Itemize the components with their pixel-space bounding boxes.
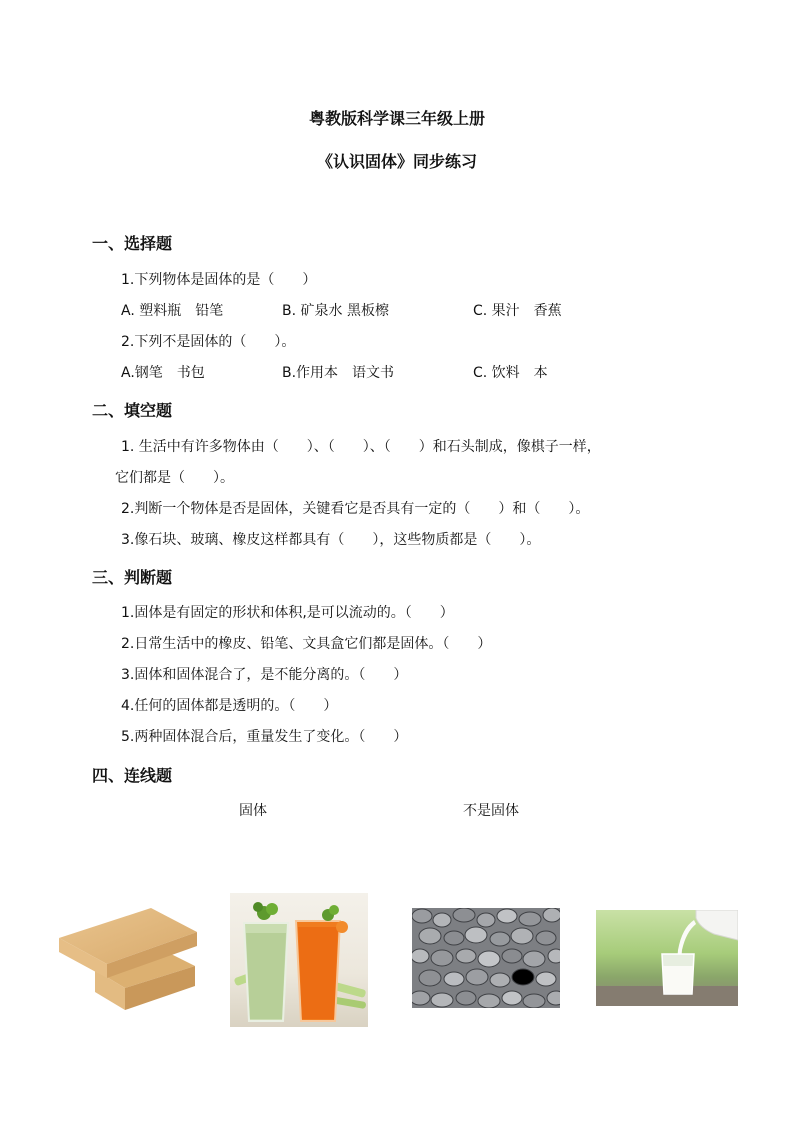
match-label-not-solid: 不是固体 [463,803,519,819]
section-heading-match: 四、连线题 [92,766,173,785]
option-2c: C. 饮料 本 [473,365,548,381]
question-judge-4: 4.任何的固体都是透明的。（ ） [121,698,338,714]
milk-pouring-image [596,910,738,1006]
question-fill-1-line1: 1. 生活中有许多物体由（ ）、（ ）、（ ）和石头制成，像棋子一样， [121,439,601,455]
question-choice-2: 2.下列不是固体的（ ）。 [121,334,296,350]
section-heading-judge: 三、判断题 [92,568,173,587]
question-fill-1-line2: 它们都是（ ）。 [115,470,234,486]
question-choice-1: 1.下列物体是固体的是（ ） [121,272,317,288]
page-subtitle: 《认识固体》同步练习 [316,152,477,171]
question-fill-3: 3.像石块、玻璃、橡皮这样都具有（ ），这些物质都是（ ）。 [121,532,541,548]
section-heading-choice: 一、选择题 [92,234,173,253]
cardboard-box-image [55,900,203,1018]
match-label-solid: 固体 [239,803,267,819]
section-heading-fill: 二、填空题 [92,401,173,420]
stones-image [412,908,560,1008]
page-title: 粤教版科学课三年级上册 [308,109,485,128]
option-2a: A.钢笔 书包 [121,365,205,381]
option-1a: A. 塑料瓶 铅笔 [121,303,224,319]
option-2b: B.作用本 语文书 [282,365,395,381]
option-1c: C. 果汁 香蕉 [473,303,562,319]
question-fill-2: 2.判断一个物体是否是固体，关键看它是否具有一定的（ ）和（ ）。 [121,501,590,517]
question-judge-5: 5.两种固体混合后，重量发生了变化。（ ） [121,729,408,745]
question-judge-3: 3.固体和固体混合了，是不能分离的。（ ） [121,667,408,683]
question-judge-2: 2.日常生活中的橡皮、铅笔、文具盒它们都是固体。（ ） [121,636,492,652]
juice-glasses-image [230,893,368,1027]
option-1b: B. 矿泉水 黑板檫 [282,303,389,319]
question-judge-1: 1.固体是有固定的形状和体积,是可以流动的。（ ） [121,605,454,621]
